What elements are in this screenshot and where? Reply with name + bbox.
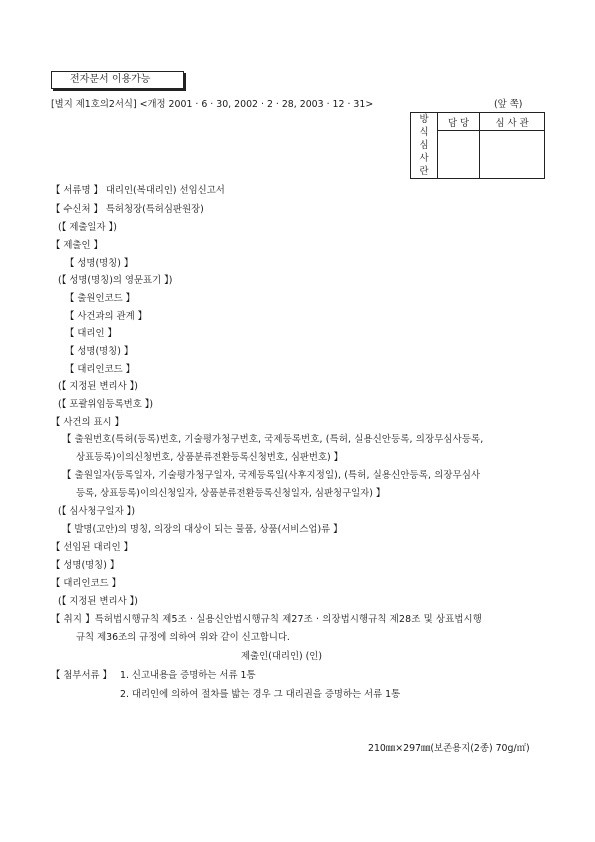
attachment-item-1: 1. 신고내용을 증명하는 서류 1통 xyxy=(120,670,256,681)
doc-name-field: 【 서류명 】 대리인(복대리인) 선임신고서 xyxy=(51,185,225,196)
case-relation-field: 【 사건과의 관계 】 xyxy=(65,311,148,322)
bar-reg-no-field: (【 포괄위임등록번호 】) xyxy=(58,399,154,410)
in-charge-header: 담 당 xyxy=(438,113,480,131)
appointed-code-field: 【 대리인코드 】 xyxy=(51,578,121,589)
page-side-label: (앞 쪽) xyxy=(494,99,523,110)
examiner-cell xyxy=(480,131,545,179)
submitter-field: 【 제출인 】 xyxy=(51,240,103,251)
appointed-attorney-field: (【 지정된 변리사 】) xyxy=(58,596,138,607)
application-date-line1: 【 출원일자(등록일자, 기술평가청구일자, 국제등록일(사후지정일), (특허, 실용신안등록, 의장무심사 xyxy=(62,470,481,481)
review-box xyxy=(410,112,545,179)
submit-date-field: (【 제출일자 】) xyxy=(58,222,117,233)
designated-attorney-field: (【 지정된 변리사 】) xyxy=(58,381,138,392)
agent-field: 【 대리인 】 xyxy=(65,328,117,339)
attachment-item-2: 2. 대리인에 의하여 절차를 밟는 경우 그 대리권을 증명하는 서류 1통 xyxy=(120,689,401,700)
method-review-text: 방식심사란 xyxy=(419,114,429,177)
purpose-line1: 【 취지 】특허법시행규칙 제5조 · 실용신안법시행규칙 제27조 · 의장법시행규칙 제28조 및 상표법시행 xyxy=(51,614,482,625)
case-display-field: 【 사건의 표시 】 xyxy=(51,417,124,428)
application-date-line2: 등록, 상표등록)이의신청일자, 상품분류전환등록신청일자, 심판청구일자) 】 xyxy=(76,488,386,499)
submitter-name-en-field: (【 성명(명칭)의 영문표기 】) xyxy=(58,275,173,286)
exam-date-field: (【 심사청구일자 】) xyxy=(58,506,135,517)
applicant-code-field: 【 출원인코드 】 xyxy=(65,293,135,304)
agent-code-field: 【 대리인코드 】 xyxy=(65,364,135,375)
method-review-label xyxy=(411,113,438,179)
recipient-field: 【 수신처 】 특허청장(특허심판원장) xyxy=(51,204,204,215)
appointed-agent-field: 【 선임된 대리인 】 xyxy=(51,542,134,553)
appointed-name-field: 【 성명(명칭) 】 xyxy=(51,560,120,571)
application-number-line1: 【 출원번호(특허(등록)번호, 기술평가청구번호, 국제등록번호, (특허, 실용신안등록, 의장무심사등록, xyxy=(62,434,484,445)
agent-name-field: 【 성명(명칭) 】 xyxy=(65,346,134,357)
in-charge-cell xyxy=(438,131,480,179)
application-number-line2: 상표등록)이의신청번호, 상품분류전환등록신청번호, 심판번호) 】 xyxy=(76,452,344,463)
paper-spec: 210㎜×297㎜(보존용지(2종) 70g/㎡) xyxy=(368,743,530,754)
attachments-label: 【 첨부서류 】 xyxy=(51,670,112,681)
invention-title-field: 【 발명(고안)의 명칭, 의장의 대상이 되는 물품, 상품(서비스업)류 】 xyxy=(62,524,343,535)
examiner-header: 심 사 관 xyxy=(480,113,545,131)
electronic-document-badge: 전자문서 이용가능 xyxy=(51,71,184,89)
form-number: [별지 제1호의2서식] <개정 2001 · 6 · 30, 2002 · 2 · 28, 2003 · 12 · 31> xyxy=(51,99,374,110)
submitter-name-field: 【 성명(명칭) 】 xyxy=(65,258,134,269)
signature-line: 제출인(대리인) (인) xyxy=(241,651,323,662)
purpose-line2: 규칙 제36조의 규정에 의하여 위와 같이 신고합니다. xyxy=(76,632,290,643)
